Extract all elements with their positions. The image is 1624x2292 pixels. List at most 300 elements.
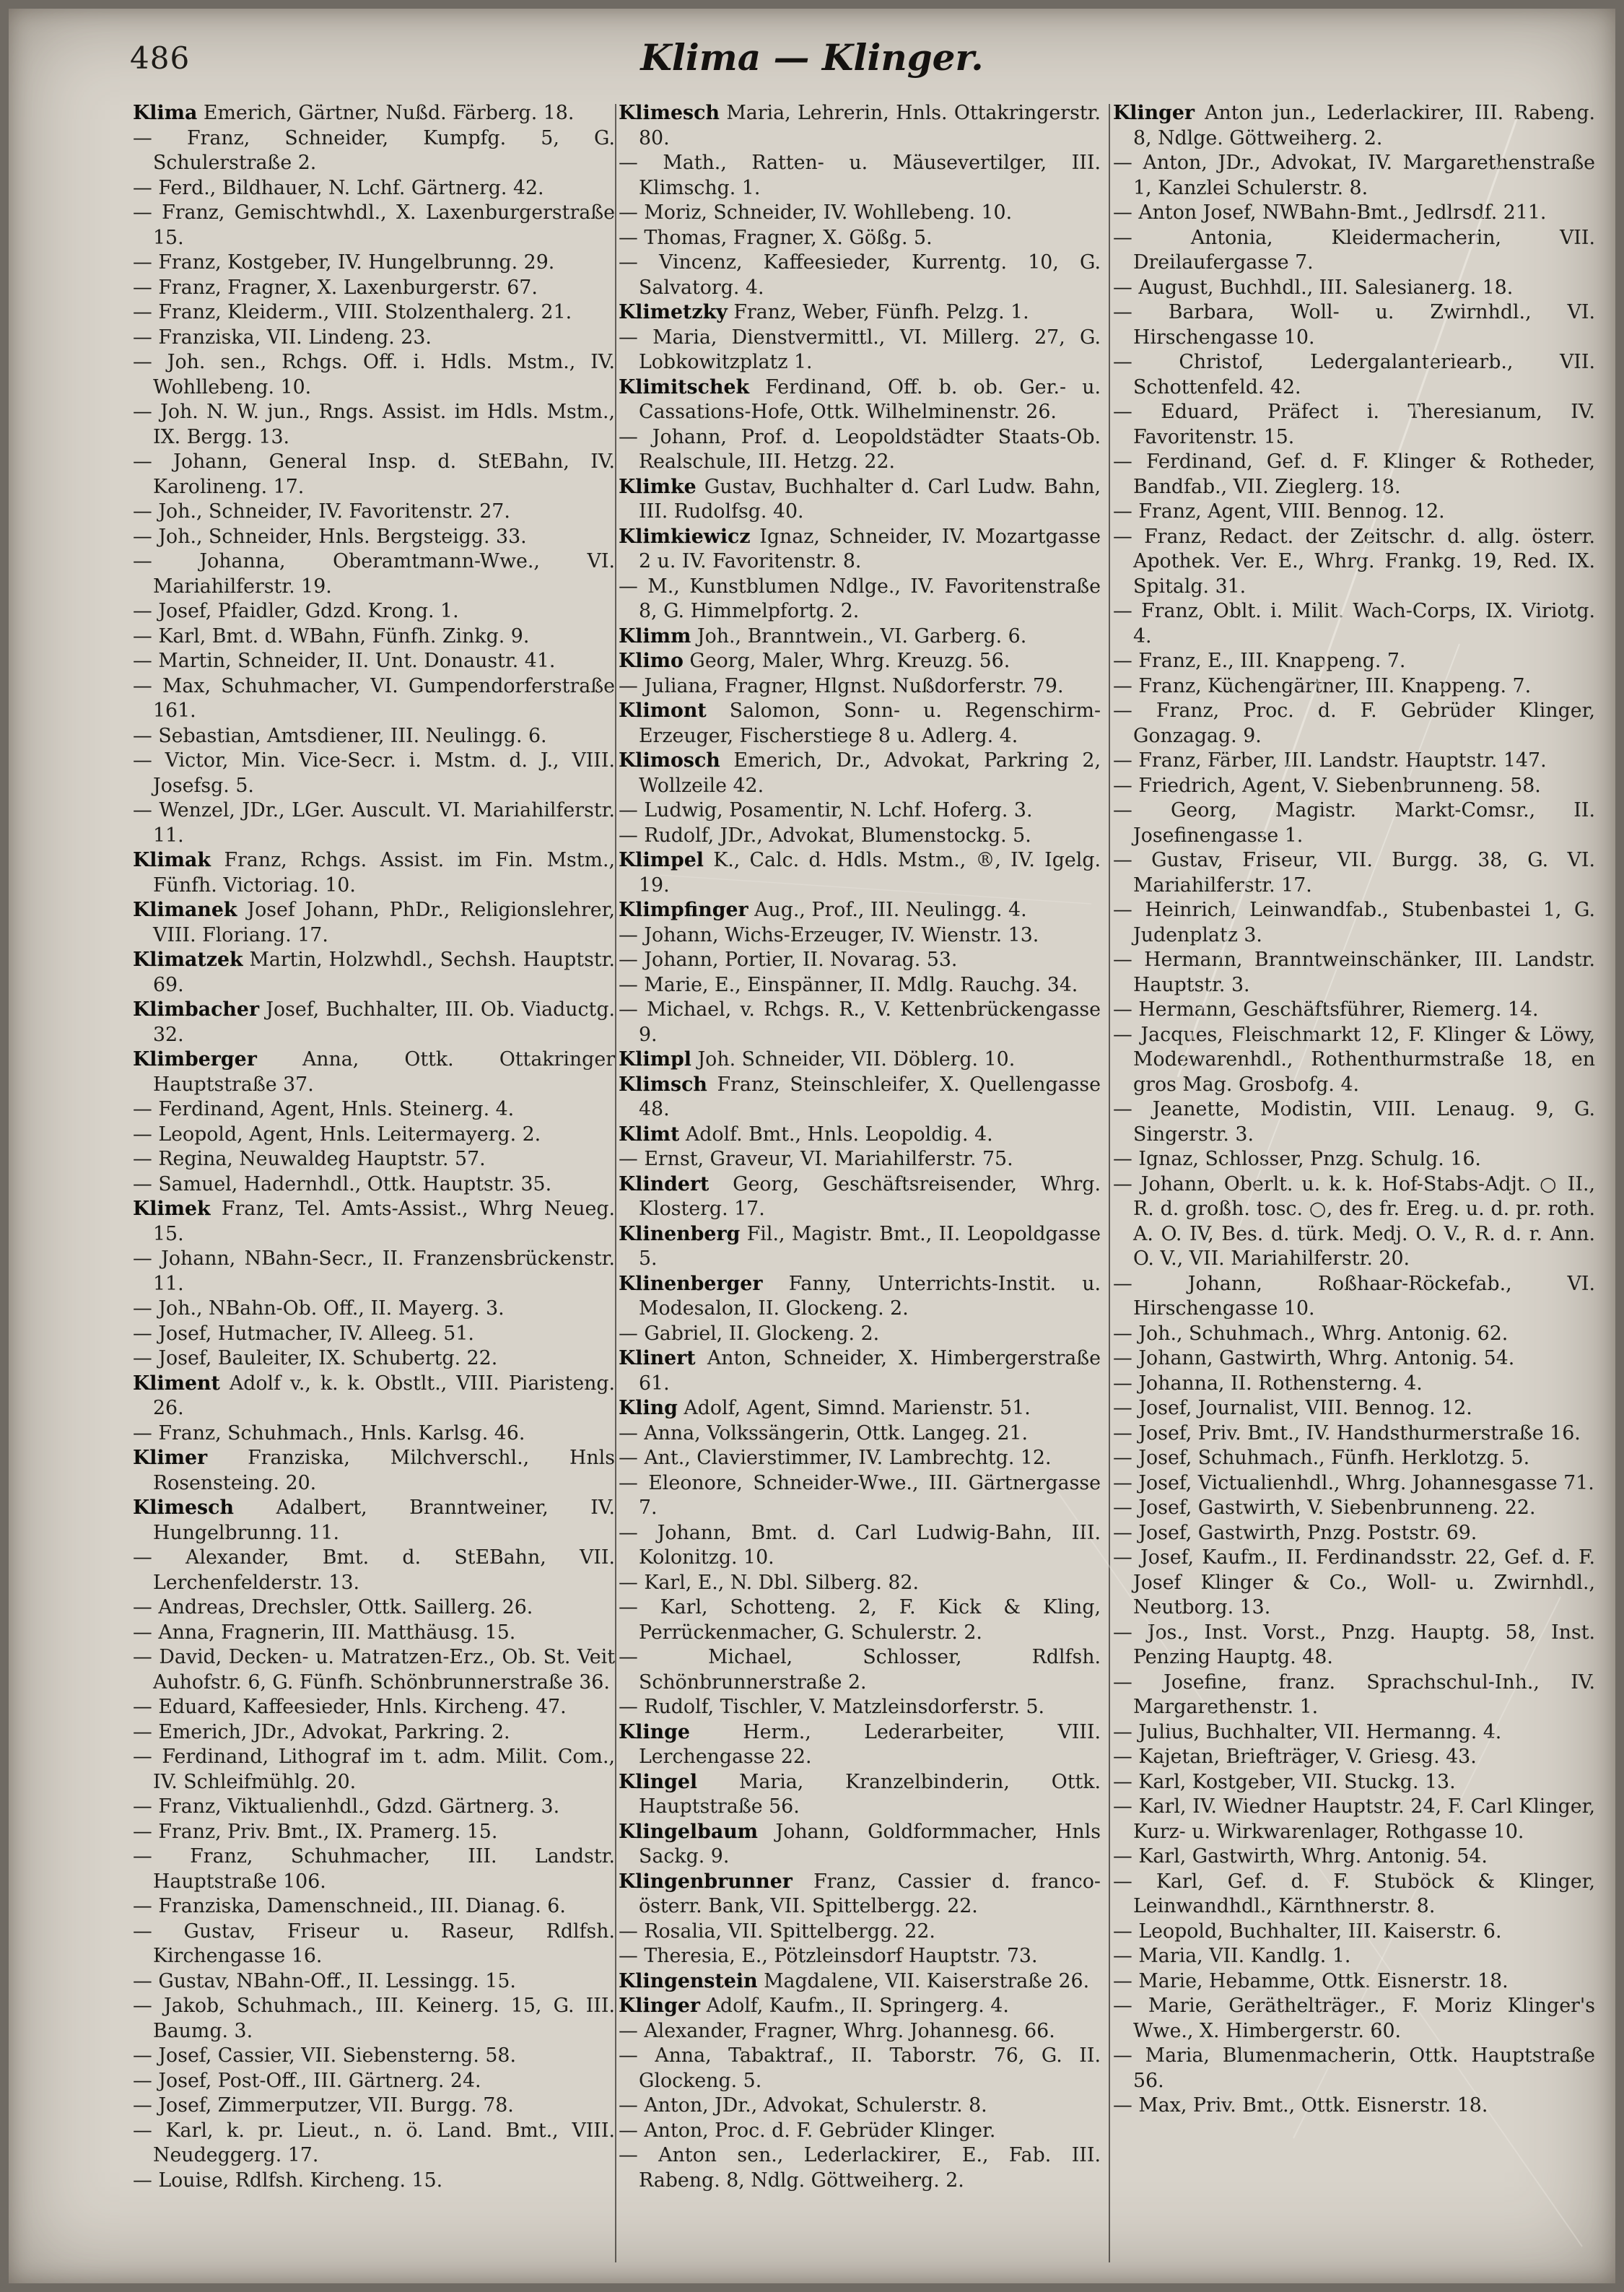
directory-entry <box>1113 1372 1595 1397</box>
entry-details: Emerich, Dr., Advokat, Parkring 2, Wollzeile 42. <box>639 749 1101 797</box>
entry-details: — David, Decken- u. Matratzen-Erz., Ob. St. Veit Auhofstr. 6, G. Fünfh. Schönbrunnerstraße 36. <box>133 1646 615 1694</box>
directory-entry <box>1113 1670 1595 1720</box>
entry-details: — Karl, Gef. d. F. Stuböck & Klinger, Leinwandhdl., Kärnthnerstr. 8. <box>1113 1870 1595 1917</box>
entry-details: — Joh., Schuhmach., Whrg. Antonig. 62. <box>1113 1322 1509 1345</box>
directory-entry <box>1113 450 1595 500</box>
entry-surname: Klingelbaum <box>619 1820 759 1843</box>
directory-entry <box>619 1695 1101 1720</box>
directory-entry <box>1113 201 1595 226</box>
directory-entry <box>1113 1621 1595 1670</box>
entry-details: — Ludwig, Posamentir, N. Lchf. Hoferg. 3. <box>619 799 1033 822</box>
entry-details: — Franz, Agent, VIII. Bennog. 12. <box>1113 500 1445 523</box>
entry-details: Anton, Schneider, X. Himbergerstraße 61. <box>639 1347 1101 1395</box>
entry-details: Maria, Kranzelbinderin, Ottk. Hauptstraße 56. <box>639 1770 1101 1818</box>
entry-details: — Karl, IV. Wiedner Hauptstr. 24, F. Carl Klinger, Kurz- u. Wirkwarenlager, Rothgasse 10. <box>1113 1795 1595 1843</box>
entry-details: Adolf, Kaufm., II. Springerg. 4. <box>700 1995 1009 2017</box>
directory-entry <box>133 400 615 450</box>
entry-details: — Jakob, Schuhmach., III. Keinerg. 15, G. III. Baumg. 3. <box>133 1995 615 2042</box>
directory-entry <box>1113 749 1595 774</box>
running-title: Klima — Klinger. <box>640 36 984 79</box>
directory-entry <box>619 1172 1101 1222</box>
entry-details: — Eduard, Präfect i. Theresianum, IV. Favoritenstr. 15. <box>1113 401 1595 448</box>
entry-details: — Anton, JDr., Advokat, Schulerstr. 8. <box>619 2094 987 2117</box>
directory-entry <box>619 475 1101 525</box>
entry-surname: Klimak <box>133 849 211 871</box>
directory-entry <box>619 1123 1101 1148</box>
entry-surname: Klimitschek <box>619 375 750 398</box>
entry-details: — Ferdinand, Gef. d. F. Klinger & Rotheder, Bandfab., VII. Zieglerg. 18. <box>1113 450 1595 498</box>
entry-details: — Franz, Kleiderm., VIII. Stolzenthalerg. 21. <box>133 301 572 323</box>
entry-details: — Gustav, Friseur, VII. Burgg. 38, G. VI. Mariahilferstr. 17. <box>1113 849 1595 897</box>
entry-details: Ignaz, Schneider, IV. Mozartgasse 2 u. IV. Favoritenstr. 8. <box>639 525 1101 572</box>
entry-details: — Jos., Inst. Vorst., Pnzg. Hauptg. 58, Inst. Penzing Hauptg. 48. <box>1113 1621 1595 1668</box>
page-number: 486 <box>130 40 191 76</box>
entry-details: — Andreas, Drechsler, Ottk. Saillerg. 26. <box>133 1596 533 1618</box>
directory-entry <box>619 375 1101 425</box>
entry-details: — Hermann, Geschäftsführer, Riemerg. 14. <box>1113 998 1539 1021</box>
directory-entry <box>1113 848 1595 898</box>
directory-entry <box>1113 1844 1595 1870</box>
directory-entry <box>133 1346 615 1372</box>
directory-entry <box>133 1421 615 1447</box>
directory-entry <box>133 1047 615 1097</box>
entry-surname: Klinenberger <box>619 1272 763 1295</box>
entry-details: Fil., Magistr. Bmt., II. Leopoldgasse 5. <box>639 1222 1101 1270</box>
entry-details: — Rosalia, VII. Spittelbergg. 22. <box>619 1920 935 1943</box>
directory-entry <box>1113 1272 1595 1322</box>
entry-details: — Johann, Bmt. d. Carl Ludwig-Bahn, III. Kolonitzg. 10. <box>619 1521 1101 1569</box>
directory-entry <box>1113 1496 1595 1521</box>
entry-details: — Hermann, Branntweinschänker, III. Landstr. Hauptstr. 3. <box>1113 949 1595 996</box>
directory-entry <box>1113 599 1595 649</box>
directory-entry <box>133 998 615 1047</box>
entry-details: — Friedrich, Agent, V. Siebenbrunneng. 58. <box>1113 774 1541 797</box>
directory-entry <box>619 2044 1101 2093</box>
directory-entry <box>1113 300 1595 350</box>
entry-surname: Klimt <box>619 1123 680 1146</box>
entry-surname: Klimke <box>619 475 697 498</box>
entry-details: Joh. Schneider, VII. Döblerg. 10. <box>691 1048 1016 1071</box>
directory-entry <box>619 1147 1101 1172</box>
directory-entry <box>1113 649 1595 674</box>
entry-surname: Klimsch <box>619 1073 707 1096</box>
entry-details: — Heinrich, Leinwandfab., Stubenbastei 1, G. Judenplatz 3. <box>1113 899 1595 946</box>
entry-details: — Eduard, Kaffeesieder, Hnls. Kircheng. 47. <box>133 1696 567 1718</box>
entry-surname: Kling <box>619 1397 678 1419</box>
directory-entry <box>619 1770 1101 1820</box>
entry-details: — Joh. N. W. jun., Rngs. Assist. im Hdls. Mstm., IX. Bergg. 13. <box>133 401 615 448</box>
entry-details: Anna, Ottk. Ottakringer Hauptstraße 37. <box>153 1048 615 1096</box>
entry-details: — Christof, Ledergalanteriearb., VII. Schottenfeld. 42. <box>1113 351 1595 398</box>
entry-details: — Josef, Post-Off., III. Gärtnerg. 24. <box>133 2069 481 2092</box>
directory-entry <box>1113 400 1595 450</box>
entry-details: — Johann, NBahn-Secr., II. Franzensbrückenstr. 11. <box>133 1247 615 1295</box>
directory-entry <box>619 1595 1101 1645</box>
directory-entry <box>619 300 1101 326</box>
entry-details: — Franziska, VII. Lindeng. 23. <box>133 326 432 349</box>
entry-details: — Johann, Gastwirth, Whrg. Antonig. 54. <box>1113 1347 1515 1369</box>
directory-entry <box>133 2093 615 2119</box>
entry-details: Johann, Goldformmacher, Hnls Sackg. 9. <box>639 1820 1101 1868</box>
directory-entry <box>1113 2044 1595 2093</box>
entry-details: — Joh., Schneider, IV. Favoritenstr. 27. <box>133 500 510 523</box>
directory-entry <box>133 649 615 674</box>
entry-surname: Klimm <box>619 624 691 648</box>
directory-entry <box>619 226 1101 251</box>
entry-details: Franz, Tel. Amts-Assist., Whrg Neueg. 15. <box>153 1198 615 1245</box>
entry-details: — Ant., Clavierstimmer, IV. Lambrechtg. 12. <box>619 1447 1052 1469</box>
column-rule <box>615 104 616 2262</box>
directory-column-1 <box>133 101 615 2267</box>
directory-entry <box>133 450 615 500</box>
directory-entry <box>133 724 615 749</box>
directory-entry <box>133 300 615 326</box>
directory-entry <box>619 824 1101 849</box>
directory-entry <box>133 500 615 525</box>
directory-entry <box>1113 1870 1595 1920</box>
directory-entry <box>133 1894 615 1920</box>
entry-details: — Johanna, II. Rothensterng. 4. <box>1113 1372 1423 1395</box>
entry-details: — Math., Ratten- u. Mäusevertilger, III. Klimschg. 1. <box>619 152 1101 199</box>
entry-details: — Thomas, Fragner, X. Gößg. 5. <box>619 226 933 249</box>
directory-entry <box>619 998 1101 1047</box>
entry-surname: Klinger <box>619 1995 701 2017</box>
directory-entry <box>619 1073 1101 1123</box>
entry-details: — Alexander, Bmt. d. StEBahn, VII. Lerchenfelderstr. 13. <box>133 1546 615 1594</box>
directory-entry <box>133 1621 615 1646</box>
directory-entry <box>1113 1147 1595 1172</box>
directory-entry <box>133 1322 615 1347</box>
directory-entry <box>619 923 1101 949</box>
directory-entry <box>1113 1969 1595 1995</box>
directory-entry <box>133 1595 615 1621</box>
directory-entry <box>1113 1944 1595 1969</box>
entry-details: — Samuel, Hadernhdl., Ottk. Hauptstr. 35. <box>133 1172 552 1195</box>
entry-details: — Karl, Schotteng. 2, F. Kick & Kling, Perrückenmacher, G. Schulerstr. 2. <box>619 1596 1101 1644</box>
entry-details: — Josefine, franz. Sprachschul-Inh., IV. Margarethenstr. 1. <box>1113 1670 1595 1718</box>
directory-entry <box>133 1969 615 1995</box>
directory-entry <box>133 1745 615 1795</box>
directory-entry <box>133 525 615 550</box>
entry-details: Adolf, Agent, Simnd. Marienstr. 51. <box>677 1397 1031 1419</box>
directory-entry <box>1113 2093 1595 2119</box>
directory-entry <box>1113 1421 1595 1447</box>
directory-entry <box>133 898 615 948</box>
entry-surname: Klimbacher <box>133 998 260 1021</box>
directory-entry <box>1113 1920 1595 1945</box>
entry-details: Anton jun., Lederlackirer, III. Rabeng. 8, Ndlge. Göttweiherg. 2. <box>1133 102 1595 149</box>
entry-details: — Gustav, Friseur u. Raseur, Rdlfsh. Kirchengasse 16. <box>133 1920 615 1967</box>
entry-details: Aug., Prof., III. Neulingg. 4. <box>748 899 1027 921</box>
directory-entry <box>1113 1396 1595 1421</box>
entry-details: Salomon, Sonn- u. Regenschirm-Erzeuger, Fischerstiege 8 u. Adlerg. 4. <box>639 700 1101 747</box>
directory-entry <box>133 2044 615 2069</box>
directory-entry <box>133 176 615 201</box>
directory-entry <box>133 848 615 898</box>
directory-entry <box>133 1695 615 1720</box>
entry-details: Joh., Branntwein., VI. Garberg. 6. <box>691 624 1027 648</box>
entry-surname: Klimont <box>619 700 707 722</box>
entry-details: — Franz, E., III. Knappeng. 7. <box>1113 650 1406 672</box>
entry-details: — Karl, Gastwirth, Whrg. Antonig. 54. <box>1113 1845 1488 1868</box>
directory-entry <box>133 599 615 624</box>
directory-entry <box>619 1047 1101 1073</box>
directory-entry <box>619 674 1101 700</box>
directory-entry <box>133 1546 615 1595</box>
entry-details: — Anna, Tabaktraf., II. Taborstr. 76, G. II. Glockeng. 5. <box>619 2044 1101 2092</box>
directory-entry <box>1113 1521 1595 1546</box>
entry-details: — Johann, Wichs-Erzeuger, IV. Wienstr. 13. <box>619 923 1039 946</box>
entry-details: — Jacques, Fleischmarkt 12, F. Klinger & Löwy, Modewarenhdl., Rothenthurmstraße 18, en gros Mag. Grosbofg. 4. <box>1113 1023 1595 1096</box>
directory-entry <box>619 525 1101 575</box>
directory-entry <box>619 649 1101 674</box>
entry-details: — Max, Priv. Bmt., Ottk. Eisnerstr. 18. <box>1113 2094 1488 2117</box>
entry-surname: Kliment <box>133 1372 220 1395</box>
entry-details: — Wenzel, JDr., LGer. Auscult. VI. Mariahilferstr. 11. <box>133 799 615 847</box>
directory-entry <box>133 2069 615 2094</box>
entry-details: Franz, Rchgs. Assist. im Fin. Mstm., Fünfh. Victoriag. 10. <box>153 849 615 897</box>
directory-entry <box>133 126 615 176</box>
entry-surname: Klimetzky <box>619 301 728 323</box>
directory-entry <box>619 1920 1101 1945</box>
directory-entry <box>133 1496 615 1546</box>
entry-details: — Anton sen., Lederlackirer, E., Fab. III. Rabeng. 8, Ndlg. Göttweiherg. 2. <box>619 2144 1101 2192</box>
directory-entry <box>619 1272 1101 1322</box>
entry-details: — Martin, Schneider, II. Unt. Donaustr. 41. <box>133 650 556 672</box>
entry-details: Josef Johann, PhDr., Religionslehrer, VIII. Floriang. 17. <box>153 899 615 946</box>
directory-entry <box>133 1247 615 1297</box>
directory-entry <box>133 549 615 599</box>
directory-entry <box>133 798 615 848</box>
entry-details: — Kajetan, Briefträger, V. Griesg. 43. <box>1113 1746 1477 1768</box>
directory-entry <box>619 575 1101 624</box>
directory-entry <box>619 1720 1101 1770</box>
entry-details: — Juliana, Fragner, Hlgnst. Nußdorferstr. 79. <box>619 674 1064 697</box>
directory-entry <box>619 1571 1101 1596</box>
directory-entry <box>619 1421 1101 1447</box>
entry-details: — Franz, Schuhmach., Hnls. Karlsg. 46. <box>133 1421 525 1445</box>
directory-entry <box>619 749 1101 798</box>
directory-entry <box>619 798 1101 824</box>
entry-surname: Klinger <box>1113 102 1195 124</box>
entry-surname: Klimesch <box>133 1496 234 1519</box>
entry-details: Franziska, Milchverschl., Hnls Rosensteing. 20. <box>153 1447 615 1494</box>
entry-details: — Josef, Gastwirth, V. Siebenbrunneng. 22. <box>1113 1496 1536 1519</box>
entry-details: Georg, Maler, Whrg. Kreuzg. 56. <box>683 650 1010 672</box>
directory-entry <box>133 350 615 400</box>
directory-entry <box>1113 1097 1595 1147</box>
directory-entry <box>619 1521 1101 1571</box>
page-header <box>9 36 1615 87</box>
directory-entry <box>619 2093 1101 2119</box>
entry-details: — Franz, Viktualienhdl., Gdzd. Gärtnerg. 3. <box>133 1795 560 1818</box>
directory-entry <box>133 1920 615 1969</box>
entry-details: — Franz, Redact. der Zeitschr. d. allg. österr. Apothek. Ver. E., Whrg. Frankg. 19, Red. IX. Spitalg. 31. <box>1113 525 1595 598</box>
entry-details: — Moriz, Schneider, IV. Wohllebeng. 10. <box>619 201 1013 224</box>
entry-details: — Joh., Schneider, Hnls. Bergsteigg. 33. <box>133 525 527 548</box>
directory-entry <box>133 326 615 351</box>
entry-details: — Franz, Kostgeber, IV. Hungelbrunng. 29. <box>133 251 555 274</box>
directory-entry <box>1113 774 1595 799</box>
entry-details: — Franz, Schneider, Kumpfg. 5, G. Schulerstraße 2. <box>133 126 615 174</box>
directory-entry <box>133 1097 615 1123</box>
directory-entry <box>619 699 1101 749</box>
entry-details: — Eleonore, Schneider-Wwe., III. Gärtnergasse 7. <box>619 1471 1101 1519</box>
directory-entry <box>619 2143 1101 2193</box>
directory-entry <box>1113 226 1595 276</box>
directory-entry <box>619 425 1101 475</box>
entry-details: — Franz, Fragner, X. Laxenburgerstr. 67. <box>133 276 538 299</box>
entry-details: — Anton, Proc. d. F. Gebrüder Klinger. <box>619 2119 996 2142</box>
entry-details: — Franz, Küchengärtner, III. Knappeng. 7. <box>1113 674 1532 697</box>
entry-details: — Theresia, E., Pötzleinsdorf Hauptstr. 73. <box>619 1945 1038 1967</box>
entry-details: — Franz, Schuhmacher, III. Landstr. Hauptstraße 106. <box>133 1845 615 1893</box>
entry-details: — Josef, Journalist, VIII. Bennog. 12. <box>1113 1397 1472 1419</box>
entry-details: — Gustav, NBahn-Off., II. Lessingg. 15. <box>133 1969 516 1992</box>
directory-entry <box>133 201 615 250</box>
entry-surname: Klimatzek <box>133 949 243 971</box>
entry-details: — M., Kunstblumen Ndlge., IV. Favoritenstraße 8, G. Himmelpfortg. 2. <box>619 575 1101 622</box>
directory-entry <box>1113 1795 1595 1844</box>
directory-entry <box>133 2119 615 2169</box>
entry-details: — Marie, Geräthelträger., F. Moriz Klinger's Wwe., X. Himbergerstr. 60. <box>1113 1995 1595 2042</box>
entry-surname: Klimesch <box>619 102 720 124</box>
entry-details: — Franz, Oblt. i. Milit. Wach-Corps, IX. Viriotg. 4. <box>1113 600 1595 648</box>
entry-surname: Klimosch <box>619 749 720 772</box>
directory-entry <box>1113 101 1595 151</box>
entry-details: — Josef, Zimmerputzer, VII. Burgg. 78. <box>133 2094 514 2117</box>
entry-details: — Franz, Gemischtwhdl., X. Laxenburgerstraße 15. <box>133 201 615 249</box>
directory-entry <box>1113 948 1595 998</box>
directory-entry <box>619 1969 1101 1995</box>
entry-details: — Joh., NBahn-Ob. Off., II. Mayerg. 3. <box>133 1297 505 1320</box>
directory-entry <box>133 276 615 301</box>
entry-details: — Jeanette, Modistin, VIII. Lenaug. 9, G. Singerstr. 3. <box>1113 1098 1595 1146</box>
directory-entry <box>619 1446 1101 1471</box>
directory-entry <box>1113 1172 1595 1272</box>
entry-details: — Josef, Victualienhdl., Whrg. Johannesgasse 71. <box>1113 1471 1594 1494</box>
entry-details: — Georg, Magistr. Markt-Comsr., II. Josefinengasse 1. <box>1113 799 1595 847</box>
directory-entry <box>619 898 1101 923</box>
directory-entry <box>133 1297 615 1322</box>
directory-entry <box>1113 1770 1595 1795</box>
entry-details: Martin, Holzwhdl., Sechsh. Hauptstr. 69. <box>153 949 615 996</box>
directory-entry <box>1113 674 1595 700</box>
directory-entry <box>619 1322 1101 1347</box>
entry-surname: Klimanek <box>133 899 237 921</box>
entry-surname: Klimberger <box>133 1048 257 1071</box>
entry-surname: Klingenstein <box>619 1969 758 1992</box>
entry-details: — Michael, Schlosser, Rdlfsh. Schönbrunnerstraße 2. <box>619 1646 1101 1694</box>
entry-details: — Victor, Min. Vice-Secr. i. Mstm. d. J., VIII. Josefsg. 5. <box>133 749 615 797</box>
directory-entry <box>619 624 1101 650</box>
entry-details: — Karl, Kostgeber, VII. Stuckg. 13. <box>1113 1770 1456 1793</box>
entry-surname: Klingel <box>619 1770 698 1793</box>
entry-surname: Klimpfinger <box>619 899 748 921</box>
entry-details: Herm., Lederarbeiter, VIII. Lerchengasse 22. <box>639 1720 1101 1768</box>
entry-details: — Johann, General Insp. d. StEBahn, IV. Karolineng. 17. <box>133 450 615 498</box>
entry-details: Josef, Buchhalter, III. Ob. Viaductg. 32. <box>153 998 615 1046</box>
directory-entry <box>133 1645 615 1695</box>
entry-details: — Anton, JDr., Advokat, IV. Margarethenstraße 1, Kanzlei Schulerstr. 8. <box>1113 152 1595 199</box>
directory-entry <box>619 1994 1101 2019</box>
entry-details: Fanny, Unterrichts-Instit. u. Modesalon, II. Glockeng. 2. <box>639 1272 1101 1320</box>
entry-details: — Emerich, JDr., Advokat, Parkring. 2. <box>133 1720 510 1743</box>
entry-details: — Anton Josef, NWBahn-Bmt., Jedlrsdf. 211. <box>1113 201 1547 224</box>
directory-entry <box>133 1197 615 1247</box>
directory-entry <box>1113 998 1595 1023</box>
directory-entry <box>619 326 1101 375</box>
entry-details: — Johanna, Oberamtmann-Wwe., VI. Mariahilferstr. 19. <box>133 550 615 598</box>
directory-entry <box>1113 1546 1595 1621</box>
entry-details: — Josef, Gastwirth, Pnzg. Poststr. 69. <box>1113 1521 1477 1544</box>
entry-details: Franz, Cassier d. franco-österr. Bank, VII. Spittelbergg. 22. <box>639 1870 1101 1917</box>
entry-surname: Klinge <box>619 1720 690 1743</box>
directory-entry <box>619 1870 1101 1920</box>
directory-entry <box>1113 500 1595 525</box>
entry-details: — Rudolf, JDr., Advokat, Blumenstockg. 5. <box>619 824 1031 847</box>
entry-details: — Marie, E., Einspänner, II. Mdlg. Rauchg. 34. <box>619 973 1078 996</box>
entry-details: — Julius, Buchhalter, VII. Hermanng. 4. <box>1113 1720 1502 1743</box>
entry-details: — Johann, Roßhaar-Röckefab., VI. Hirschengasse 10. <box>1113 1272 1595 1320</box>
entry-surname: Klingenbrunner <box>619 1870 793 1893</box>
directory-entry <box>133 1123 615 1148</box>
directory-entry <box>1113 1471 1595 1496</box>
directory-entry <box>619 973 1101 998</box>
entry-details: — Anna, Fragnerin, III. Matthäusg. 15. <box>133 1621 516 1644</box>
entry-details: — Ferdinand, Lithograf im t. adm. Milit. Com., IV. Schleifmühlg. 20. <box>133 1746 615 1793</box>
entry-surname: Klinert <box>619 1347 696 1369</box>
directory-entry <box>1113 699 1595 749</box>
entry-details: — Joh. sen., Rchgs. Off. i. Hdls. Mstm., IV. Wohllebeng. 10. <box>133 351 615 398</box>
directory-entry <box>133 1720 615 1746</box>
entry-details: Gustav, Buchhalter d. Carl Ludw. Bahn, III. Rudolfsg. 40. <box>639 475 1101 523</box>
entry-details: — Leopold, Agent, Hnls. Leitermayerg. 2. <box>133 1123 541 1146</box>
entry-details: — Rudolf, Tischler, V. Matzleinsdorferstr. 5. <box>619 1696 1045 1718</box>
directory-entry <box>619 948 1101 973</box>
directory-entry <box>1113 1446 1595 1471</box>
entry-details: — Leopold, Buchhalter, III. Kaiserstr. 6. <box>1113 1920 1502 1943</box>
entry-details: — Franziska, Damenschneid., III. Dianag. 6. <box>133 1895 566 1917</box>
directory-column-3 <box>1113 101 1595 2267</box>
entry-details: — Vincenz, Kaffeesieder, Kurrentg. 10, G. Salvatorg. 4. <box>619 251 1101 299</box>
directory-entry <box>619 1471 1101 1521</box>
entry-details: — Josef, Kaufm., II. Ferdinandsstr. 22, Gef. d. F. Josef Klinger & Co., Woll- u. Zwirnhdl., Neutborg. 13. <box>1113 1546 1595 1618</box>
entry-details: Maria, Lehrerin, Hnls. Ottakringerstr. 80. <box>639 102 1101 149</box>
entry-details: — Max, Schuhmacher, VI. Gumpendorferstraße 161. <box>133 674 615 722</box>
entry-details: — Josef, Cassier, VII. Siebensterng. 58. <box>133 2044 516 2067</box>
directory-page <box>9 9 1615 2283</box>
entry-details: Adolf v., k. k. Obstlt., VIII. Piaristeng. 26. <box>153 1372 615 1419</box>
column-rule <box>1109 104 1110 2262</box>
entry-details: — Johann, Portier, II. Novarag. 53. <box>619 949 958 971</box>
entry-details: — Michael, v. Rchgs. R., V. Kettenbrückengasse 9. <box>619 998 1101 1046</box>
entry-details: — Karl, k. pr. Lieut., n. ö. Land. Bmt., VIII. Neudeggerg. 17. <box>133 2119 615 2166</box>
directory-entry <box>1113 151 1595 201</box>
entry-surname: Klimo <box>619 650 684 672</box>
entry-details: — Johann, Oberlt. u. k. k. Hof-Stabs-Adjt. ○ II., R. d. großh. tosc. ○, des fr. Ereg. u. d. pr. roth. A. O. IV, Bes. d. türk. Medj. O. V., R. d. r. Ann. O. V., VII. Mariahilferstr. 20. <box>1113 1172 1595 1270</box>
directory-entry <box>133 1820 615 1845</box>
entry-details: — Josef, Schuhmach., Fünfh. Herklotzg. 5. <box>1113 1447 1530 1469</box>
directory-entry <box>1113 1745 1595 1770</box>
entry-surname: Klimek <box>133 1198 211 1220</box>
entry-details: — August, Buchhdl., III. Salesianerg. 18. <box>1113 276 1514 299</box>
directory-entry <box>619 848 1101 898</box>
entry-details: — Maria, Dienstvermittl., VI. Millerg. 27, G. Lobkowitzplatz 1. <box>619 326 1101 373</box>
directory-entry <box>133 1994 615 2044</box>
directory-entry <box>619 250 1101 300</box>
entry-surname: Klindert <box>619 1172 710 1195</box>
